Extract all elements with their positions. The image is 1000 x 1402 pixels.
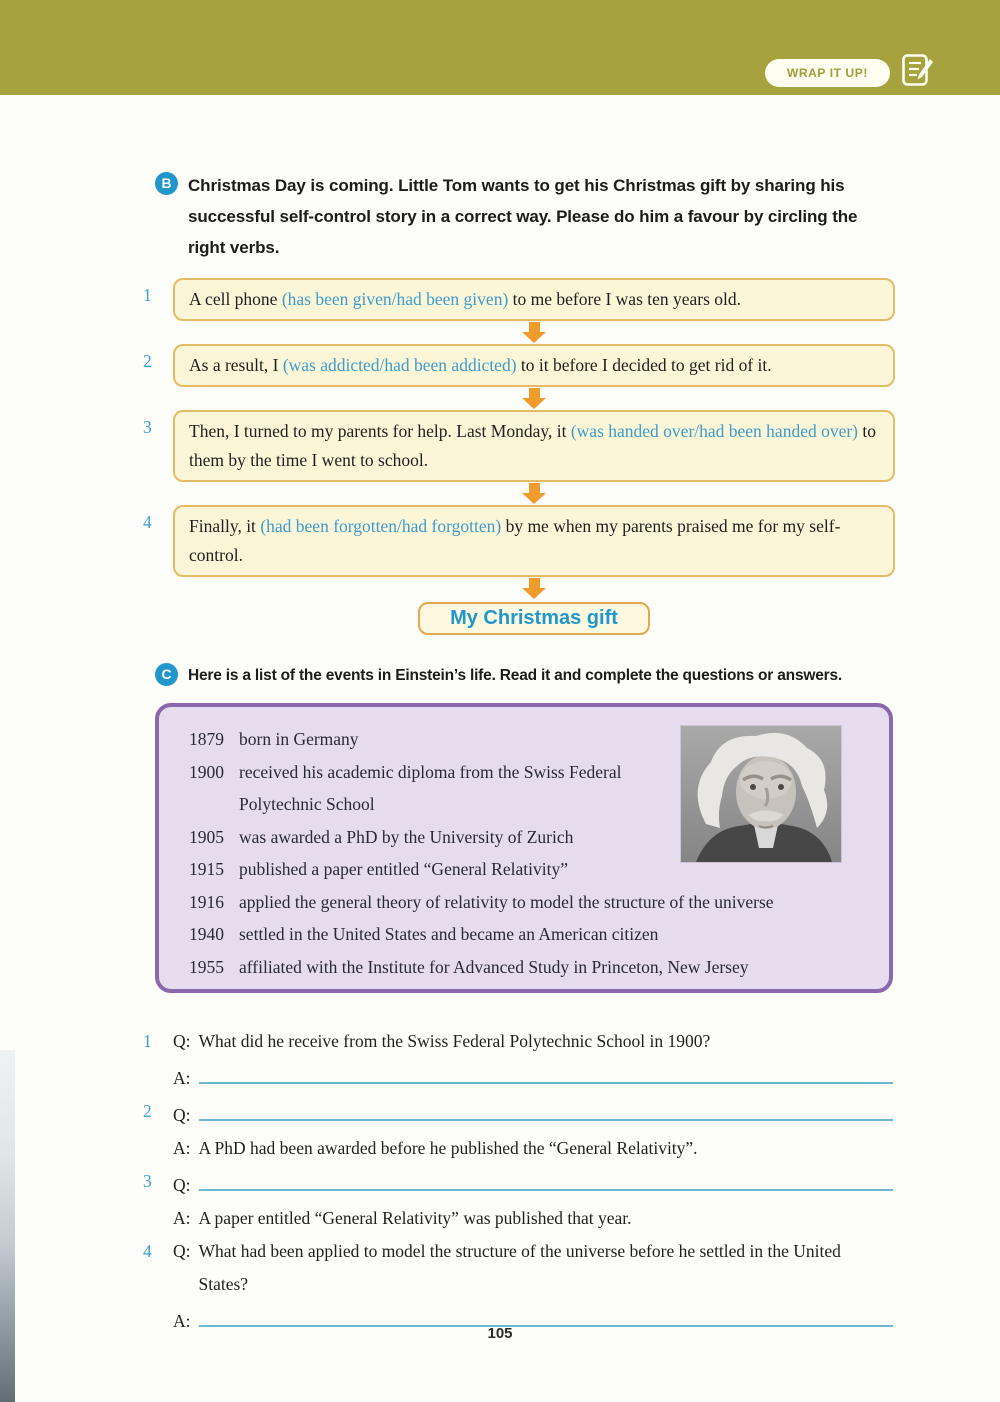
question-item-2 (143, 1095, 895, 1165)
timeline-entry (189, 951, 889, 984)
answer-line (173, 1058, 895, 1095)
step-number: 2 (143, 351, 152, 371)
page-header (0, 0, 1000, 95)
question-item-4 (143, 1235, 895, 1338)
christmas-gift-box: My Christmas gift (418, 602, 650, 635)
notepad-pencil-icon (900, 53, 934, 87)
a-label: A: (173, 1138, 191, 1158)
timeline-event: received his academic diploma from the Swiss Federal Polytechnic School (239, 761, 622, 814)
story-flowchart (143, 278, 895, 635)
einstein-portrait (681, 726, 841, 862)
a-label: A: (173, 1208, 191, 1228)
timeline-event: settled in the United States and became an American citizen (239, 924, 659, 944)
timeline-year: 1879 (189, 729, 224, 749)
verb-choice[interactable]: (was handed over/had been handed over) (570, 421, 859, 441)
page-content (143, 170, 895, 1338)
answer-text: A paper entitled “General Relativity” was published that year. (198, 1208, 632, 1228)
down-arrow-icon (173, 321, 895, 344)
step-box (173, 278, 895, 321)
question-blank-field[interactable] (199, 1095, 894, 1121)
section-b-instructions: Christmas Day is coming. Little Tom wants to get his Christmas gift by sharing his successful self-control story in a correct way. Please do him a favour by circling the right verbs. (188, 176, 858, 257)
timeline-event: born in Germany (239, 729, 359, 749)
step-box (173, 505, 895, 577)
timeline-event: applied the general theory of relativity to model the structure of the universe (239, 891, 774, 912)
question-text: What had been applied to model the structure of the universe before he settled in the United States? (198, 1241, 841, 1294)
answer-line (173, 1202, 895, 1235)
flow-result-row (173, 602, 895, 635)
q-label: Q: (173, 1105, 191, 1125)
a-label: A: (173, 1311, 191, 1331)
question-number: 3 (143, 1171, 152, 1191)
question-item-1 (143, 1025, 895, 1095)
question-list (143, 1025, 895, 1338)
einstein-timeline-box (155, 703, 893, 993)
section-b-badge: B (155, 172, 178, 195)
question-blank-field[interactable] (199, 1165, 894, 1191)
question-line (173, 1025, 895, 1058)
down-arrow-icon (173, 482, 895, 505)
page-number: 105 (487, 1325, 513, 1342)
answer-text: A PhD had been awarded before he published the “General Relativity”. (198, 1138, 698, 1158)
question-item-3 (143, 1165, 895, 1235)
a-label: A: (173, 1068, 191, 1088)
answer-blank-field[interactable] (199, 1301, 894, 1327)
timeline-event: was awarded a PhD by the University of Zurich (239, 826, 574, 847)
question-number: 2 (143, 1101, 152, 1121)
question-number: 4 (143, 1241, 152, 1261)
down-arrow-icon (173, 387, 895, 410)
section-c-badge: C (155, 663, 178, 686)
step-text: to it before I decided to get rid of it. (516, 355, 772, 375)
step-box (173, 344, 895, 387)
q-label: Q: (173, 1175, 191, 1195)
timeline-year: 1955 (189, 956, 224, 977)
timeline-year: 1940 (189, 924, 224, 944)
step-text: by me when my parents praised me for my self-control. (189, 516, 841, 565)
step-number: 1 (143, 285, 152, 305)
timeline-entry (189, 886, 889, 919)
section-c-heading (155, 661, 895, 687)
step-text: Then, I turned to my parents for help. Last Monday, it (189, 421, 571, 441)
question-line (173, 1095, 895, 1132)
verb-choice[interactable]: (was addicted/had been addicted) (282, 355, 517, 375)
step-text: As a result, I (189, 355, 283, 375)
question-line (173, 1235, 895, 1301)
answer-blank-field[interactable] (199, 1058, 894, 1084)
timeline-event: affiliated with the Institute for Advanced Study in Princeton, New Jersey (239, 956, 749, 977)
step-number: 4 (143, 512, 152, 532)
section-b-heading (155, 170, 895, 263)
q-label: Q: (173, 1241, 191, 1261)
timeline-year: 1916 (189, 891, 224, 912)
timeline-year: 1905 (189, 826, 224, 847)
timeline-year: 1915 (189, 859, 224, 879)
answer-line (173, 1132, 895, 1165)
step-text: A cell phone (189, 289, 282, 309)
wrap-it-up-badge: WRAP IT UP! (765, 59, 890, 87)
step-number: 3 (143, 417, 152, 437)
flow-step-4 (143, 505, 895, 577)
flow-step-2 (143, 344, 895, 387)
flow-step-3 (143, 410, 895, 482)
step-box (173, 410, 895, 482)
timeline-event: published a paper entitled “General Relativity” (239, 859, 568, 879)
step-text: Finally, it (189, 516, 261, 536)
verb-choice[interactable]: (has been given/had been given) (281, 289, 509, 309)
flow-step-1 (143, 278, 895, 321)
section-c-instructions: Here is a list of the events in Einstein’s life. Read it and complete the questions or answers. (188, 667, 842, 684)
verb-choice[interactable]: (had been forgotten/had forgotten) (260, 516, 502, 536)
step-text: to them by the time I went to school. (189, 421, 877, 470)
question-line (173, 1165, 895, 1202)
step-text: to me before I was ten years old. (508, 289, 742, 309)
question-text: What did he receive from the Swiss Federal Polytechnic School in 1900? (198, 1031, 711, 1051)
down-arrow-icon (173, 577, 895, 600)
q-label: Q: (173, 1031, 191, 1051)
page-edge-photo-strip (0, 1050, 15, 1402)
question-number: 1 (143, 1031, 152, 1051)
timeline-entry (189, 918, 889, 951)
timeline-year: 1900 (189, 761, 224, 782)
